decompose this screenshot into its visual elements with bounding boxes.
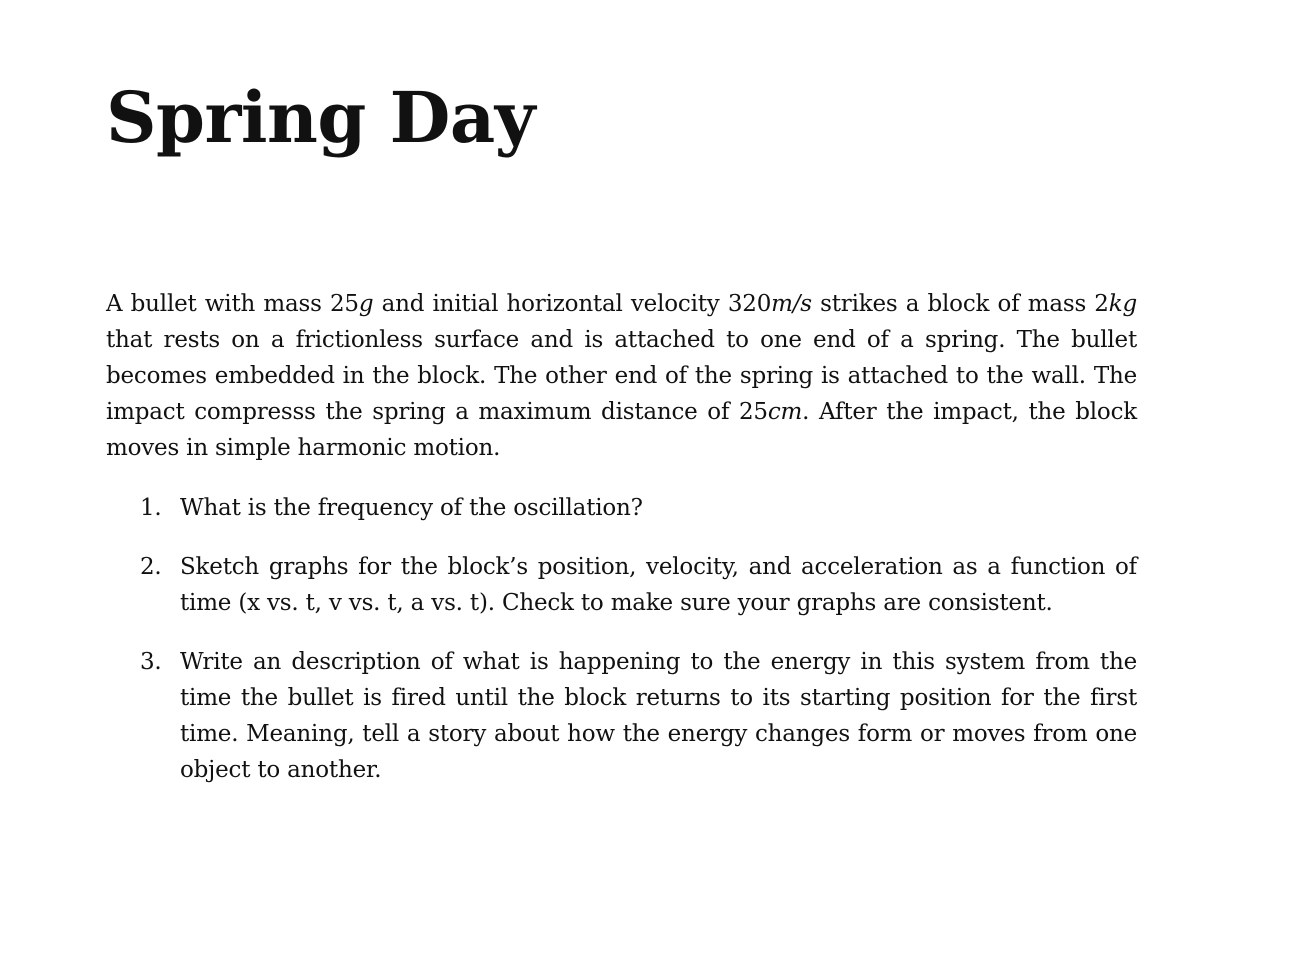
unit-meters-per-second: m/s <box>771 291 812 317</box>
problem-statement <box>106 286 1137 466</box>
question-number: 1. <box>140 495 162 521</box>
unit-centimeters: cm <box>767 399 803 425</box>
intro-text-2: and initial horizontal velocity 320 <box>373 291 772 317</box>
question-item <box>106 644 1137 788</box>
document-page <box>106 0 1137 978</box>
unit-kilograms: kg <box>1108 291 1137 317</box>
question-list <box>106 490 1137 811</box>
intro-text-5: . After the impact, the block moves in simple harmonic motion. <box>106 399 1138 461</box>
question-item <box>106 549 1137 621</box>
question-number: 2. <box>140 554 162 580</box>
question-text: Write an description of what is happening to the energy in this system from the time the bullet is fired until the block returns to its starting position for the first time. Meaning, tell a story about how the energy changes form or moves from one object to another. <box>180 649 1137 783</box>
question-number: 3. <box>140 649 162 675</box>
intro-text-4: that rests on a frictionless surface and is attached to one end of a spring. The bullet becomes embedded in the block. The other end of the spring is attached to the wall. The impact compresss the spring a maximum distance of 25 <box>106 327 1137 425</box>
unit-grams: g <box>358 291 374 317</box>
question-text: What is the frequency of the oscillation? <box>180 495 643 521</box>
question-item <box>106 490 1137 526</box>
page-title: Spring Day <box>106 76 535 159</box>
intro-text-1: A bullet with mass 25 <box>106 291 359 317</box>
question-text: Sketch graphs for the block’s position, velocity, and acceleration as a function of time (x vs. t, v vs. t, a vs. t). Check to make sure your graphs are consistent. <box>180 554 1137 616</box>
intro-text-3: strikes a block of mass 2 <box>811 291 1109 317</box>
